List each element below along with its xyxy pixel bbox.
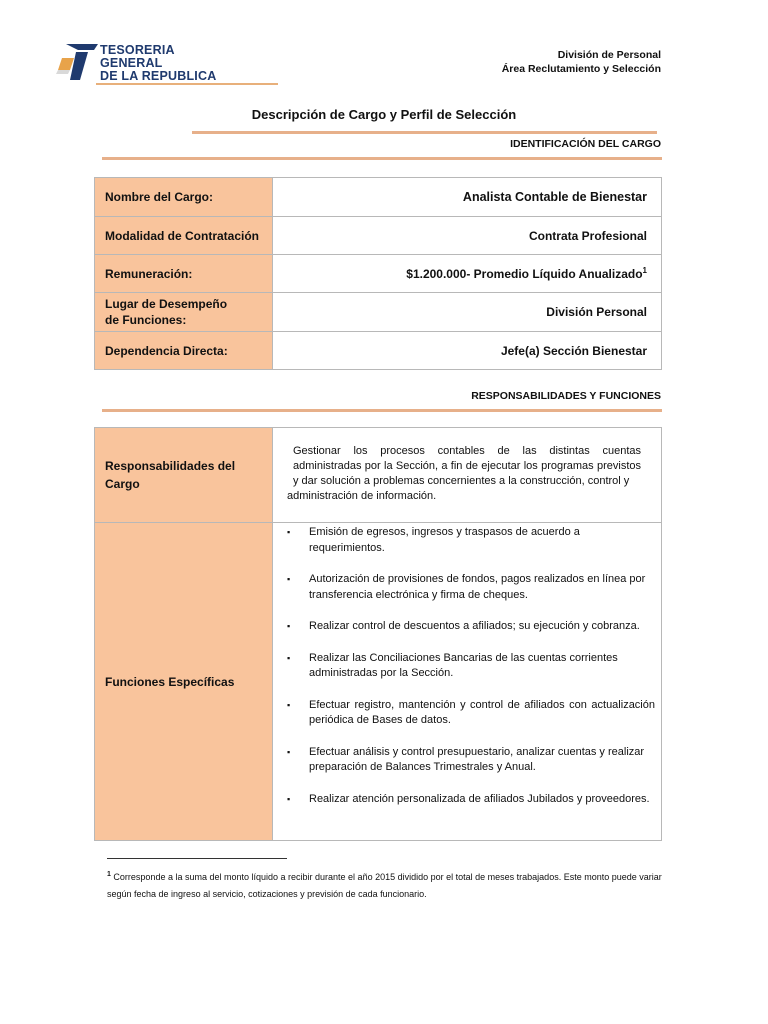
row-label-line1: Lugar de Desempeño bbox=[105, 297, 228, 311]
row-label bbox=[95, 293, 273, 332]
identification-section-title: IDENTIFICACIÓN DEL CARGO bbox=[510, 138, 661, 150]
function-text: Autorización de provisiones de fondos, pagos realizados en línea por transferencia electrónica y firma de cheques. bbox=[309, 573, 646, 601]
identification-table bbox=[94, 177, 662, 370]
table-row bbox=[95, 217, 662, 255]
responsibilities-table bbox=[94, 427, 662, 841]
list-item bbox=[285, 651, 655, 682]
functions-list bbox=[285, 525, 655, 807]
org-name-line2: DE LA REPUBLICA bbox=[100, 69, 217, 83]
functions-label: Funciones Específicas bbox=[95, 523, 273, 841]
function-text: Realizar las Conciliaciones Bancarias de las cuentas corrientes administradas por la Sección. bbox=[309, 651, 618, 679]
identification-divider bbox=[102, 157, 662, 160]
list-item bbox=[285, 572, 655, 603]
row-label: Remuneración: bbox=[95, 255, 273, 293]
tgr-logo bbox=[56, 40, 226, 86]
list-item bbox=[285, 525, 655, 556]
document-title: Descripción de Cargo y Perfil de Selección bbox=[251, 107, 517, 122]
org-name-line1: TESORERIA GENERAL bbox=[100, 43, 175, 70]
function-text: Efectuar análisis y control presupuestario, analizar cuentas y realizar preparación de Balances Trimestrales y Anual. bbox=[309, 745, 645, 773]
responsibilities-text-main: Gestionar los procesos contables de las distintas cuentas administradas por la Sección, a fin de ejecutar los programas previstos y dar solución a problemas concernientes a la construcción, control y bbox=[293, 445, 641, 487]
footnote bbox=[107, 866, 662, 903]
function-text: Realizar atención personalizada de afiliados Jubilados y proveedores. bbox=[309, 792, 650, 805]
job-title-value: Analista Contable de Bienestar bbox=[273, 178, 662, 217]
table-row bbox=[95, 332, 662, 370]
row-label-line2: de Funciones: bbox=[105, 313, 187, 327]
workplace-value: División Personal bbox=[273, 293, 662, 332]
table-row bbox=[95, 178, 662, 217]
salary-text: $1.200.000- Promedio Líquido Anualizado bbox=[406, 267, 643, 281]
bullet-icon: ▪ bbox=[287, 527, 291, 537]
list-item bbox=[285, 792, 655, 808]
row-label: Modalidad de Contratación bbox=[95, 217, 273, 255]
tgr-emblem-icon bbox=[56, 40, 100, 84]
supervisor-value: Jefe(a) Sección Bienestar bbox=[273, 332, 662, 370]
area-name: Área Reclutamiento y Selección bbox=[501, 63, 661, 75]
footnote-ref: 1 bbox=[642, 266, 647, 275]
responsibilities-text-tail: administración de información. bbox=[287, 490, 437, 502]
list-item bbox=[285, 619, 655, 635]
function-text: Realizar control de descuentos a afiliados; su ejecución y cobranza. bbox=[309, 620, 640, 632]
table-row bbox=[95, 523, 662, 841]
table-row bbox=[95, 255, 662, 293]
division-name: División de Personal bbox=[557, 49, 661, 61]
footnote-text: Corresponde a la suma del monto líquido a recibir durante el año 2015 dividido por el total de meses trabajados. Este monto puede variar según fecha de ingreso al servicio, cotizaciones y previsión de cada funcionario. bbox=[107, 872, 662, 899]
contract-type-value: Contrata Profesional bbox=[273, 217, 662, 255]
salary-value bbox=[273, 255, 662, 293]
header-department bbox=[502, 48, 661, 76]
logo-underline bbox=[96, 83, 278, 85]
org-name bbox=[100, 44, 226, 83]
bullet-icon: ▪ bbox=[287, 793, 291, 804]
table-row bbox=[95, 293, 662, 332]
function-text: Emisión de egresos, ingresos y traspasos de acuerdo a requerimientos. bbox=[309, 526, 580, 554]
bullet-icon: ▪ bbox=[287, 621, 291, 631]
responsibilities-label: Responsabilidades del Cargo bbox=[95, 428, 273, 523]
table-row bbox=[95, 428, 662, 523]
responsibilities-section-title: RESPONSABILIDADES Y FUNCIONES bbox=[471, 390, 661, 402]
responsibilities-divider bbox=[102, 409, 662, 412]
footnote-separator bbox=[107, 858, 287, 859]
bullet-icon: ▪ bbox=[287, 574, 291, 584]
responsibilities-text bbox=[273, 428, 662, 523]
bullet-icon: ▪ bbox=[287, 652, 291, 663]
bullet-icon: ▪ bbox=[287, 699, 291, 710]
bullet-icon: ▪ bbox=[287, 746, 291, 757]
functions-cell bbox=[273, 523, 662, 841]
list-item bbox=[285, 698, 655, 729]
title-divider bbox=[192, 131, 657, 134]
footnote-number: 1 bbox=[107, 871, 111, 878]
row-label: Nombre del Cargo: bbox=[95, 178, 273, 217]
function-text: Efectuar registro, mantención y control de afiliados con actualización periódica de Bases de datos. bbox=[309, 698, 655, 726]
row-label: Dependencia Directa: bbox=[95, 332, 273, 370]
list-item bbox=[285, 745, 655, 776]
